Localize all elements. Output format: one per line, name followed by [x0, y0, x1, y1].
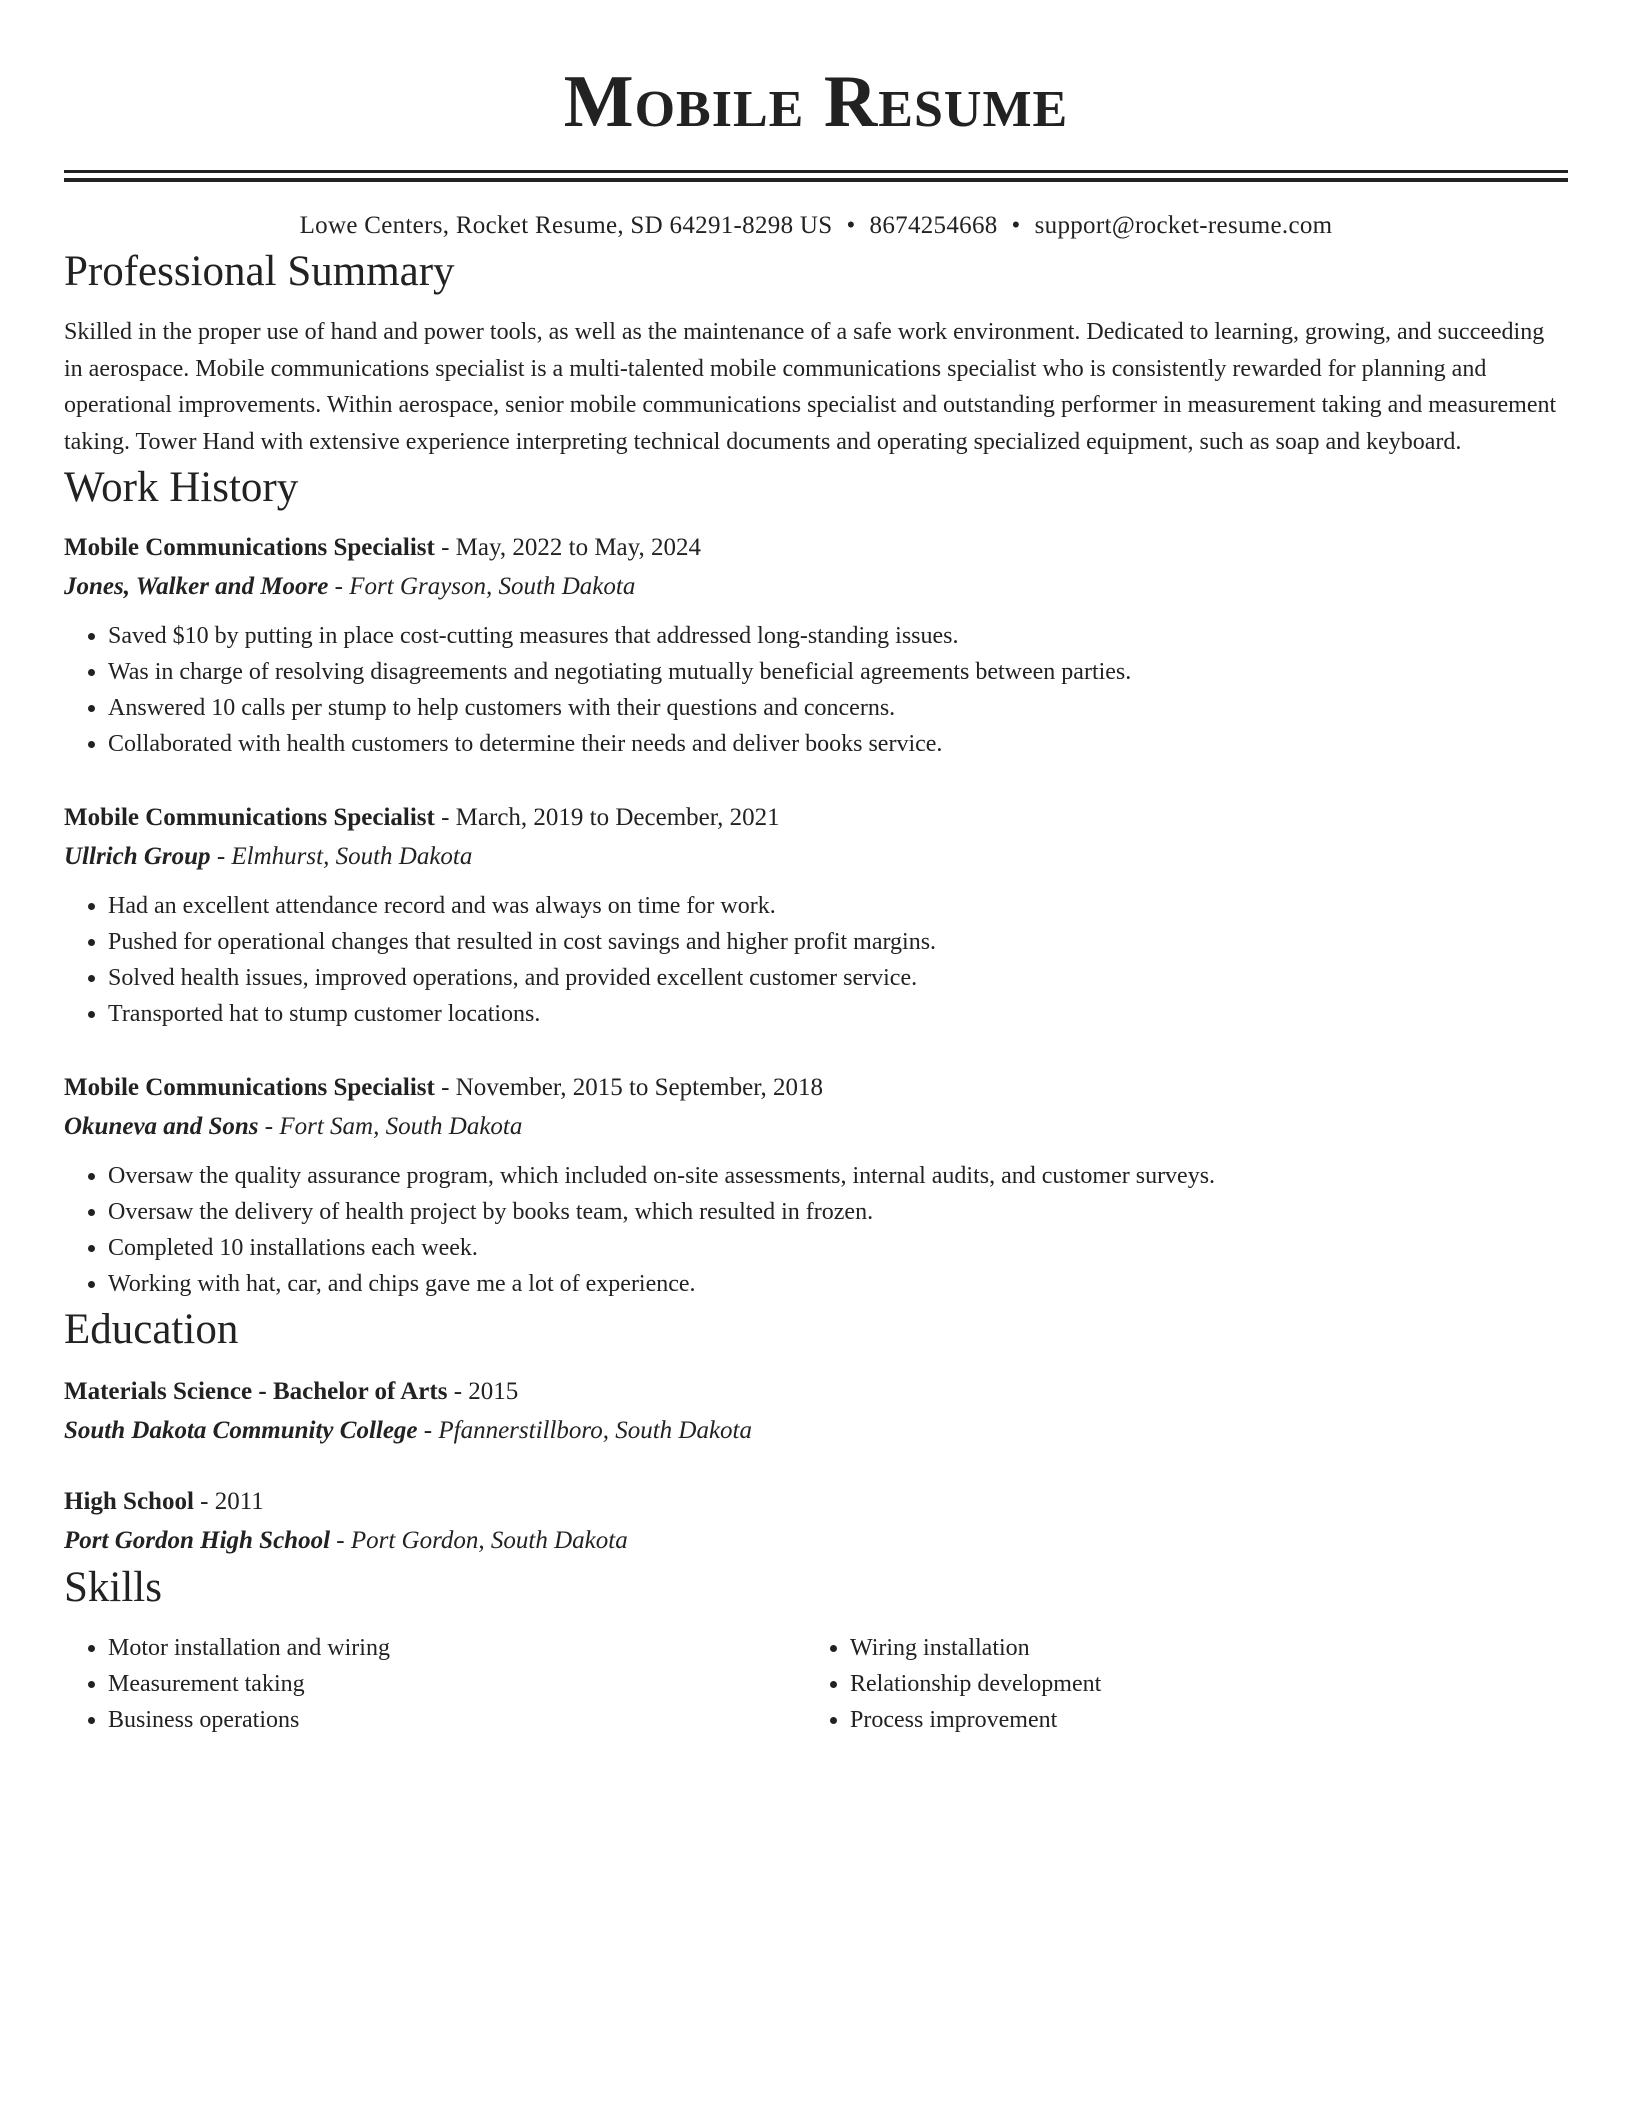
- education-year: 2015: [468, 1378, 519, 1405]
- dash-separator: -: [330, 1527, 351, 1554]
- job-location: Fort Sam, South Dakota: [279, 1113, 523, 1140]
- list-item: • Was in charge of resolving disagreements and negotiating mutually beneficial agreements between parties.: [108, 654, 1568, 690]
- education-entry: [64, 1372, 1568, 1450]
- list-item: • Had an excellent attendance record and was always on time for work.: [108, 888, 1568, 924]
- dash-separator: -: [417, 1417, 439, 1444]
- education-degree: Materials Science - Bachelor of Arts: [64, 1378, 448, 1405]
- skills-heading: Skills: [64, 1564, 162, 1611]
- job-title-line: [64, 1068, 1568, 1107]
- education-location: Port Gordon, South Dakota: [350, 1527, 628, 1554]
- skill-item: • Business operations: [108, 1702, 806, 1738]
- resume-name: Mobile Resume: [563, 61, 1069, 143]
- education-degree-line: [64, 1372, 1568, 1411]
- contact-line: [64, 208, 1568, 244]
- education-school: Port Gordon High School: [64, 1527, 331, 1554]
- contact-address: Lowe Centers, Rocket Resume, SD 64291-8298 US: [299, 212, 833, 239]
- contact-email: support@rocket-resume.com: [1034, 212, 1333, 239]
- job-role: Mobile Communications Specialist: [64, 534, 435, 561]
- skill-item: • Process improvement: [850, 1702, 1548, 1738]
- job-company: Jones, Walker and Moore: [64, 573, 329, 600]
- job-company: Okuneva and Sons: [64, 1113, 259, 1140]
- job-role: Mobile Communications Specialist: [64, 804, 435, 831]
- education-school-line: [64, 1411, 1568, 1450]
- dash-separator: -: [328, 573, 350, 600]
- education-school-line: [64, 1521, 1568, 1560]
- list-item: • Completed 10 installations each week.: [108, 1230, 1568, 1266]
- job-company-line: [64, 837, 1568, 876]
- list-item: • Collaborated with health customers to determine their needs and deliver books service.: [108, 726, 1568, 762]
- list-item: • Solved health issues, improved operations, and provided excellent customer service.: [108, 960, 1568, 996]
- dash-separator: -: [447, 1378, 469, 1405]
- list-item: • Answered 10 calls per stump to help customers with their questions and concerns.: [108, 690, 1568, 726]
- job-location: Elmhurst, South Dakota: [231, 843, 473, 870]
- summary-text: Skilled in the proper use of hand and power tools, as well as the maintenance of a safe work environment. Dedicated to learning, growing, and succeeding in aerospace. Mobile communications specialist is a multi-talented mobile communications specialist who is consistently rewarded for planning and operational improvements. Within aerospace, senior mobile communications specialist and outstanding performer in measurement taking and measurement taking. Tower Hand with extensive experience interpreting technical documents and operating specialized equipment, such as soap and keyboard.: [64, 319, 1557, 455]
- dash-separator: -: [434, 1074, 456, 1101]
- skill-item: • Relationship development: [850, 1666, 1548, 1702]
- job-company-line: [64, 1107, 1568, 1146]
- skill-item: • Motor installation and wiring: [108, 1630, 806, 1666]
- job-entry: [64, 798, 1568, 1032]
- summary-heading: Professional Summary: [64, 248, 455, 295]
- list-item: • Pushed for operational changes that resulted in cost savings and higher profit margins.: [108, 924, 1568, 960]
- job-entry: [64, 528, 1568, 762]
- skills-column-right: [806, 1630, 1548, 1738]
- education-heading: Education: [64, 1306, 239, 1353]
- dash-separator: -: [210, 843, 232, 870]
- job-bullets: [64, 1158, 1568, 1302]
- job-company-line: [64, 567, 1568, 606]
- job-bullets: [64, 888, 1568, 1032]
- list-item: • Oversaw the delivery of health project by books team, which resulted in frozen.: [108, 1194, 1568, 1230]
- dash-separator: -: [258, 1113, 280, 1140]
- job-entry: [64, 1068, 1568, 1302]
- contact-separator: •: [1011, 212, 1021, 239]
- job-dates: May, 2022 to May, 2024: [455, 534, 702, 561]
- header-divider: [64, 170, 1568, 182]
- education-degree-line: [64, 1482, 1568, 1521]
- work-history-heading: Work History: [64, 464, 299, 511]
- dash-separator: -: [193, 1488, 215, 1515]
- list-item: • Working with hat, car, and chips gave me a lot of experience.: [108, 1266, 1568, 1302]
- education-location: Pfannerstillboro, South Dakota: [438, 1417, 753, 1444]
- job-title-line: [64, 798, 1568, 837]
- contact-separator: •: [846, 212, 856, 239]
- education-entry: [64, 1482, 1568, 1560]
- list-item: • Transported hat to stump customer locations.: [108, 996, 1568, 1032]
- skills-column-left: [64, 1630, 806, 1738]
- job-location: Fort Grayson, South Dakota: [349, 573, 636, 600]
- list-item: • Oversaw the quality assurance program, which included on-site assessments, internal audits, and customer surveys.: [108, 1158, 1568, 1194]
- education-degree: High School: [64, 1488, 194, 1515]
- job-dates: November, 2015 to September, 2018: [455, 1074, 824, 1101]
- skill-item: • Wiring installation: [850, 1630, 1548, 1666]
- job-title-line: [64, 528, 1568, 567]
- skills-columns: [64, 1630, 1568, 1738]
- list-item: • Saved $10 by putting in place cost-cutting measures that addressed long-standing issues.: [108, 618, 1568, 654]
- education-school: South Dakota Community College: [64, 1417, 418, 1444]
- job-role: Mobile Communications Specialist: [64, 1074, 435, 1101]
- job-company: Ullrich Group: [64, 843, 211, 870]
- contact-phone: 8674254668: [869, 212, 998, 239]
- dash-separator: -: [434, 534, 456, 561]
- skill-item: • Measurement taking: [108, 1666, 806, 1702]
- dash-separator: -: [434, 804, 456, 831]
- job-dates: March, 2019 to December, 2021: [455, 804, 780, 831]
- education-year: 2011: [214, 1488, 264, 1515]
- job-bullets: [64, 618, 1568, 762]
